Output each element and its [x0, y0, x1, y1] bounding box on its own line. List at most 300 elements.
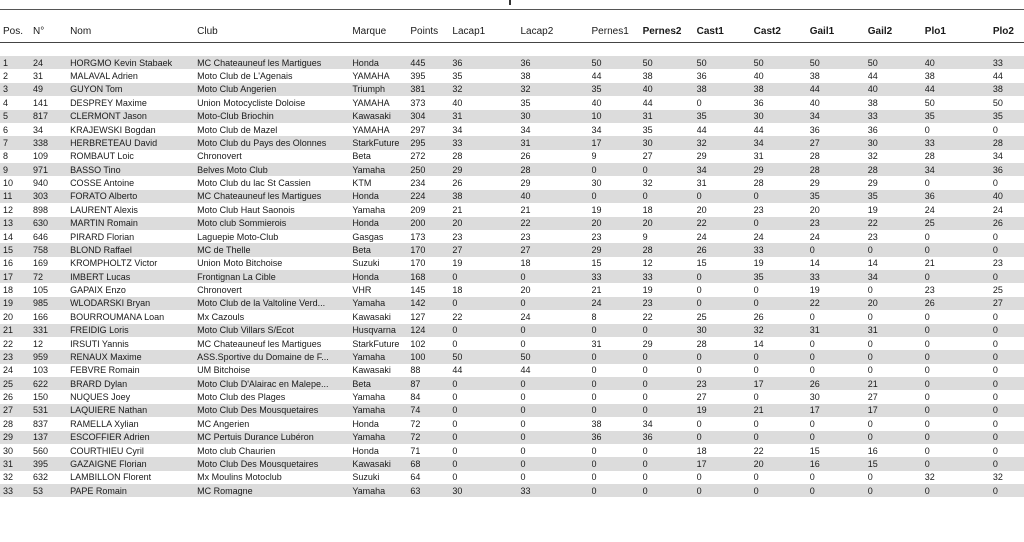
- col-header-name[interactable]: Nom: [70, 20, 197, 43]
- table-row[interactable]: [0, 96, 1024, 109]
- cell-cast1: 17: [697, 457, 754, 470]
- cell-cast2: 20: [754, 457, 810, 470]
- col-header-lacap1[interactable]: Lacap1: [452, 20, 520, 43]
- cell-name: BLOND Raffael: [70, 243, 197, 256]
- cell-pernes2: 0: [643, 404, 697, 417]
- cell-gail1: 29: [810, 176, 868, 189]
- cell-lacap1: 26: [452, 176, 520, 189]
- cell-plo2: 0: [993, 364, 1024, 377]
- cell-plo2: 40: [993, 190, 1024, 203]
- table-row[interactable]: [0, 431, 1024, 444]
- cell-plo1: 0: [925, 337, 993, 350]
- cell-plo1: 0: [925, 176, 993, 189]
- cell-club: Moto Club de Mazel: [197, 123, 352, 136]
- cell-gail2: 34: [868, 270, 925, 283]
- cell-number: 817: [33, 110, 70, 123]
- standings-table: [0, 20, 1024, 497]
- cell-club: UM Bitchoise: [197, 364, 352, 377]
- cell-cast2: 19: [754, 257, 810, 270]
- cell-pernes1: 34: [592, 123, 643, 136]
- cell-pernes2: 38: [643, 69, 697, 82]
- cell-plo1: 0: [925, 457, 993, 470]
- cell-cast2: 21: [754, 404, 810, 417]
- cell-cast2: 0: [754, 417, 810, 430]
- cell-name: LAQUIERE Nathan: [70, 404, 197, 417]
- cell-gail1: 26: [810, 377, 868, 390]
- cell-gail2: 20: [868, 297, 925, 310]
- cell-lacap1: 0: [452, 270, 520, 283]
- table-row[interactable]: [0, 243, 1024, 256]
- cell-plo1: 34: [925, 163, 993, 176]
- cell-brand: StarkFuture: [352, 337, 410, 350]
- cell-number: 646: [33, 230, 70, 243]
- cell-brand: Kawasaki: [352, 457, 410, 470]
- table-row[interactable]: [0, 69, 1024, 82]
- cell-club: Moto Club D'Alairac en Malepe...: [197, 377, 352, 390]
- table-row[interactable]: [0, 484, 1024, 497]
- cell-cast2: 0: [754, 364, 810, 377]
- cell-lacap1: 35: [452, 69, 520, 82]
- cell-cast1: 0: [697, 96, 754, 109]
- cell-gail2: 0: [868, 484, 925, 497]
- cell-pernes1: 44: [592, 69, 643, 82]
- table-row[interactable]: [0, 444, 1024, 457]
- cell-gail2: 14: [868, 257, 925, 270]
- cell-club: Moto Club Haut Saonois: [197, 203, 352, 216]
- cell-pernes1: 0: [592, 390, 643, 403]
- cell-cast1: 25: [697, 310, 754, 323]
- cell-cast1: 24: [697, 230, 754, 243]
- table-row[interactable]: [0, 163, 1024, 176]
- cell-pos: 15: [0, 243, 33, 256]
- cell-lacap2: 22: [520, 217, 591, 230]
- cell-pernes1: 0: [592, 457, 643, 470]
- cell-points: 102: [410, 337, 452, 350]
- cell-lacap1: 34: [452, 123, 520, 136]
- cell-plo2: 0: [993, 243, 1024, 256]
- cell-plo2: 0: [993, 431, 1024, 444]
- cell-points: 63: [410, 484, 452, 497]
- cell-cast2: 0: [754, 283, 810, 296]
- cell-club: Frontignan La Cible: [197, 270, 352, 283]
- cell-plo2: 0: [993, 390, 1024, 403]
- cell-pos: 24: [0, 364, 33, 377]
- cell-pernes2: 30: [643, 136, 697, 149]
- cell-lacap1: 22: [452, 310, 520, 323]
- cell-plo2: 38: [993, 83, 1024, 96]
- col-header-number[interactable]: N°: [33, 20, 70, 43]
- cell-brand: Yamaha: [352, 484, 410, 497]
- cell-pernes2: 0: [643, 457, 697, 470]
- col-header-lacap2[interactable]: Lacap2: [520, 20, 591, 43]
- cell-cast2: 22: [754, 444, 810, 457]
- cell-brand: Gasgas: [352, 230, 410, 243]
- cell-pos: 31: [0, 457, 33, 470]
- cell-club: Laguepie Moto-Club: [197, 230, 352, 243]
- table-row[interactable]: [0, 83, 1024, 96]
- table-row[interactable]: [0, 324, 1024, 337]
- cell-gail2: 21: [868, 377, 925, 390]
- cell-gail2: 16: [868, 444, 925, 457]
- cell-gail2: 19: [868, 203, 925, 216]
- table-row[interactable]: [0, 297, 1024, 310]
- cell-cast1: 0: [697, 283, 754, 296]
- cell-pernes2: 20: [643, 217, 697, 230]
- cell-cast1: 34: [697, 163, 754, 176]
- cell-number: 395: [33, 457, 70, 470]
- cell-pos: 11: [0, 190, 33, 203]
- cell-lacap2: 0: [520, 390, 591, 403]
- cell-gail1: 20: [810, 203, 868, 216]
- cell-name: MARTIN Romain: [70, 217, 197, 230]
- cell-club: MC Angerien: [197, 417, 352, 430]
- cell-cast2: 50: [754, 56, 810, 69]
- cell-club: ASS.Sportive du Domaine de F...: [197, 350, 352, 363]
- cell-club: Chronovert: [197, 150, 352, 163]
- cell-brand: StarkFuture: [352, 136, 410, 149]
- col-header-plo2[interactable]: Plo2: [993, 20, 1024, 43]
- cell-gail2: 15: [868, 457, 925, 470]
- cell-pernes2: 0: [643, 390, 697, 403]
- cell-lacap1: 0: [452, 390, 520, 403]
- cell-pernes1: 0: [592, 190, 643, 203]
- table-row[interactable]: [0, 217, 1024, 230]
- cell-lacap2: 24: [520, 310, 591, 323]
- cell-lacap1: 21: [452, 203, 520, 216]
- cell-club: Moto Club de la Valtoline Verd...: [197, 297, 352, 310]
- cell-cast2: 29: [754, 163, 810, 176]
- table-row[interactable]: [0, 337, 1024, 350]
- col-header-cast1[interactable]: Cast1: [697, 20, 754, 43]
- cell-gail2: 28: [868, 163, 925, 176]
- table-row[interactable]: [0, 230, 1024, 243]
- cell-points: 68: [410, 457, 452, 470]
- cell-gail1: 0: [810, 471, 868, 484]
- cell-pernes1: 31: [592, 337, 643, 350]
- cell-points: 64: [410, 471, 452, 484]
- cell-pos: 7: [0, 136, 33, 149]
- cell-pernes2: 28: [643, 243, 697, 256]
- cell-cast1: 0: [697, 431, 754, 444]
- cell-pernes1: 21: [592, 283, 643, 296]
- cell-pos: 14: [0, 230, 33, 243]
- cell-plo1: 33: [925, 136, 993, 149]
- table-row[interactable]: [0, 283, 1024, 296]
- cell-pernes2: 0: [643, 190, 697, 203]
- cell-brand: Kawasaki: [352, 364, 410, 377]
- cell-name: BASSO Tino: [70, 163, 197, 176]
- cell-name: IRSUTI Yannis: [70, 337, 197, 350]
- cell-lacap2: 21: [520, 203, 591, 216]
- cell-pernes1: 19: [592, 203, 643, 216]
- cell-pernes1: 0: [592, 484, 643, 497]
- cell-plo1: 0: [925, 484, 993, 497]
- cell-pernes1: 0: [592, 364, 643, 377]
- table-row[interactable]: [0, 123, 1024, 136]
- table-row[interactable]: [0, 377, 1024, 390]
- cell-gail2: 0: [868, 431, 925, 444]
- cell-cast1: 0: [697, 417, 754, 430]
- cell-plo1: 0: [925, 324, 993, 337]
- cell-lacap1: 50: [452, 350, 520, 363]
- cell-gail1: 38: [810, 69, 868, 82]
- cell-cast2: 0: [754, 190, 810, 203]
- col-header-cast2[interactable]: Cast2: [754, 20, 810, 43]
- col-header-plo1[interactable]: Plo1: [925, 20, 993, 43]
- cell-gail2: 33: [868, 110, 925, 123]
- cell-brand: Yamaha: [352, 390, 410, 403]
- cell-lacap1: 36: [452, 56, 520, 69]
- cell-lacap1: 32: [452, 83, 520, 96]
- table-row[interactable]: [0, 190, 1024, 203]
- table-row[interactable]: [0, 364, 1024, 377]
- cell-name: FREIDIG Loris: [70, 324, 197, 337]
- cell-number: 150: [33, 390, 70, 403]
- cell-number: 940: [33, 176, 70, 189]
- cell-pos: 25: [0, 377, 33, 390]
- cell-cast2: 28: [754, 176, 810, 189]
- col-header-pos[interactable]: Pos.: [0, 20, 33, 43]
- cell-points: 124: [410, 324, 452, 337]
- cell-number: 985: [33, 297, 70, 310]
- cell-lacap1: 29: [452, 163, 520, 176]
- table-row[interactable]: [0, 176, 1024, 189]
- cell-plo1: 0: [925, 404, 993, 417]
- table-row[interactable]: [0, 310, 1024, 323]
- cell-cast2: 0: [754, 350, 810, 363]
- cell-club: Moto Club de L'Agenais: [197, 69, 352, 82]
- cell-pos: 5: [0, 110, 33, 123]
- cell-pernes1: 8: [592, 310, 643, 323]
- cell-points: 72: [410, 417, 452, 430]
- cell-club: Moto Club des Plages: [197, 390, 352, 403]
- cell-gail1: 14: [810, 257, 868, 270]
- cell-club: MC de Thelle: [197, 243, 352, 256]
- cell-gail1: 15: [810, 444, 868, 457]
- table-row[interactable]: [0, 390, 1024, 403]
- cell-cast2: 44: [754, 123, 810, 136]
- cell-pernes1: 9: [592, 150, 643, 163]
- cell-lacap2: 20: [520, 283, 591, 296]
- cell-club: Belves Moto Club: [197, 163, 352, 176]
- col-header-gail2[interactable]: Gail2: [868, 20, 925, 43]
- cell-plo2: 0: [993, 350, 1024, 363]
- cell-number: 632: [33, 471, 70, 484]
- cell-pernes2: 40: [643, 83, 697, 96]
- cell-brand: Husqvarna: [352, 324, 410, 337]
- cell-number: 166: [33, 310, 70, 323]
- cell-cast1: 18: [697, 444, 754, 457]
- cell-gail2: 0: [868, 471, 925, 484]
- cell-pos: 16: [0, 257, 33, 270]
- col-header-gail1[interactable]: Gail1: [810, 20, 868, 43]
- table-row[interactable]: [0, 136, 1024, 149]
- cell-gail2: 35: [868, 190, 925, 203]
- cell-club: MC Romagne: [197, 484, 352, 497]
- cell-pernes2: 31: [643, 110, 697, 123]
- cell-number: 103: [33, 364, 70, 377]
- cell-gail2: 0: [868, 243, 925, 256]
- cell-brand: Honda: [352, 217, 410, 230]
- cell-brand: Yamaha: [352, 404, 410, 417]
- cell-lacap2: 40: [520, 190, 591, 203]
- cell-pos: 32: [0, 471, 33, 484]
- cell-gail1: 33: [810, 270, 868, 283]
- cell-gail1: 0: [810, 417, 868, 430]
- cell-cast1: 23: [697, 377, 754, 390]
- cell-club: MC Chateauneuf les Martigues: [197, 56, 352, 69]
- table-row[interactable]: [0, 150, 1024, 163]
- cell-points: 74: [410, 404, 452, 417]
- table-row[interactable]: [0, 350, 1024, 363]
- cell-gail2: 0: [868, 310, 925, 323]
- cell-gail1: 0: [810, 337, 868, 350]
- cell-pos: 13: [0, 217, 33, 230]
- title-fragment: [509, 0, 511, 5]
- cell-pernes2: 0: [643, 444, 697, 457]
- cell-lacap2: 0: [520, 471, 591, 484]
- cell-pernes1: 0: [592, 324, 643, 337]
- cell-brand: Beta: [352, 243, 410, 256]
- col-header-club[interactable]: Club: [197, 20, 352, 43]
- cell-lacap1: 0: [452, 337, 520, 350]
- cell-pos: 12: [0, 203, 33, 216]
- cell-name: KRAJEWSKI Bogdan: [70, 123, 197, 136]
- cell-lacap2: 31: [520, 136, 591, 149]
- table-row[interactable]: [0, 56, 1024, 69]
- table-row[interactable]: [0, 404, 1024, 417]
- cell-pernes1: 29: [592, 243, 643, 256]
- cell-pernes2: 33: [643, 270, 697, 283]
- table-row[interactable]: [0, 471, 1024, 484]
- cell-points: 373: [410, 96, 452, 109]
- cell-pernes1: 23: [592, 230, 643, 243]
- cell-name: FORATO Alberto: [70, 190, 197, 203]
- cell-pernes2: 29: [643, 337, 697, 350]
- cell-number: 34: [33, 123, 70, 136]
- cell-gail1: 35: [810, 190, 868, 203]
- cell-brand: Honda: [352, 190, 410, 203]
- table-row[interactable]: [0, 270, 1024, 283]
- cell-number: 24: [33, 56, 70, 69]
- cell-points: 170: [410, 257, 452, 270]
- cell-plo1: 0: [925, 431, 993, 444]
- cell-plo2: 0: [993, 417, 1024, 430]
- cell-pos: 29: [0, 431, 33, 444]
- cell-brand: KTM: [352, 176, 410, 189]
- cell-lacap2: 34: [520, 123, 591, 136]
- col-header-pernes2[interactable]: Pernes2: [643, 20, 697, 43]
- cell-number: 53: [33, 484, 70, 497]
- table-row[interactable]: [0, 110, 1024, 123]
- cell-lacap1: 0: [452, 471, 520, 484]
- cell-number: 531: [33, 404, 70, 417]
- cell-pernes2: 34: [643, 417, 697, 430]
- cell-brand: Honda: [352, 270, 410, 283]
- cell-gail1: 0: [810, 243, 868, 256]
- header-row: [0, 20, 1024, 43]
- cell-lacap2: 23: [520, 230, 591, 243]
- cell-cast1: 36: [697, 69, 754, 82]
- cell-lacap1: 0: [452, 297, 520, 310]
- cell-gail2: 27: [868, 390, 925, 403]
- cell-plo1: 0: [925, 243, 993, 256]
- cell-gail1: 44: [810, 83, 868, 96]
- cell-points: 224: [410, 190, 452, 203]
- cell-points: 87: [410, 377, 452, 390]
- cell-pernes1: 15: [592, 257, 643, 270]
- cell-lacap2: 35: [520, 96, 591, 109]
- cell-gail2: 0: [868, 364, 925, 377]
- cell-pernes1: 0: [592, 163, 643, 176]
- cell-cast1: 0: [697, 270, 754, 283]
- cell-lacap1: 33: [452, 136, 520, 149]
- cell-club: Moto club Chaurien: [197, 444, 352, 457]
- cell-gail1: 0: [810, 350, 868, 363]
- cell-number: 141: [33, 96, 70, 109]
- cell-plo2: 0: [993, 230, 1024, 243]
- cell-plo2: 0: [993, 176, 1024, 189]
- cell-points: 84: [410, 390, 452, 403]
- table-row[interactable]: [0, 257, 1024, 270]
- cell-lacap1: 38: [452, 190, 520, 203]
- cell-pernes1: 0: [592, 444, 643, 457]
- cell-pernes1: 24: [592, 297, 643, 310]
- cell-plo2: 33: [993, 56, 1024, 69]
- cell-number: 837: [33, 417, 70, 430]
- cell-pernes2: 44: [643, 96, 697, 109]
- cell-cast2: 26: [754, 310, 810, 323]
- cell-gail1: 31: [810, 324, 868, 337]
- cell-gail1: 0: [810, 310, 868, 323]
- cell-brand: Suzuki: [352, 471, 410, 484]
- cell-club: Mx Moulins Motoclub: [197, 471, 352, 484]
- cell-plo1: 21: [925, 257, 993, 270]
- cell-gail1: 24: [810, 230, 868, 243]
- cell-gail1: 34: [810, 110, 868, 123]
- cell-cast1: 0: [697, 190, 754, 203]
- cell-name: ESCOFFIER Adrien: [70, 431, 197, 444]
- col-header-pernes1[interactable]: Pernes1: [592, 20, 643, 43]
- cell-plo1: 0: [925, 364, 993, 377]
- cell-number: 109: [33, 150, 70, 163]
- cell-brand: Yamaha: [352, 297, 410, 310]
- cell-plo2: 0: [993, 457, 1024, 470]
- cell-lacap1: 30: [452, 484, 520, 497]
- table-row[interactable]: [0, 203, 1024, 216]
- cell-number: 338: [33, 136, 70, 149]
- table-row[interactable]: [0, 417, 1024, 430]
- cell-lacap1: 0: [452, 444, 520, 457]
- table-row[interactable]: [0, 457, 1024, 470]
- cell-lacap2: 0: [520, 270, 591, 283]
- cell-gail1: 19: [810, 283, 868, 296]
- cell-pernes2: 22: [643, 310, 697, 323]
- col-header-points[interactable]: Points: [410, 20, 452, 43]
- cell-gail2: 36: [868, 123, 925, 136]
- cell-cast1: 29: [697, 150, 754, 163]
- cell-cast2: 33: [754, 243, 810, 256]
- cell-gail1: 16: [810, 457, 868, 470]
- col-header-brand[interactable]: Marque: [352, 20, 410, 43]
- cell-brand: Yamaha: [352, 350, 410, 363]
- cell-pernes2: 0: [643, 377, 697, 390]
- cell-plo2: 0: [993, 444, 1024, 457]
- cell-club: Moto Club Angerien: [197, 83, 352, 96]
- cell-cast1: 32: [697, 136, 754, 149]
- cell-gail1: 17: [810, 404, 868, 417]
- cell-points: 168: [410, 270, 452, 283]
